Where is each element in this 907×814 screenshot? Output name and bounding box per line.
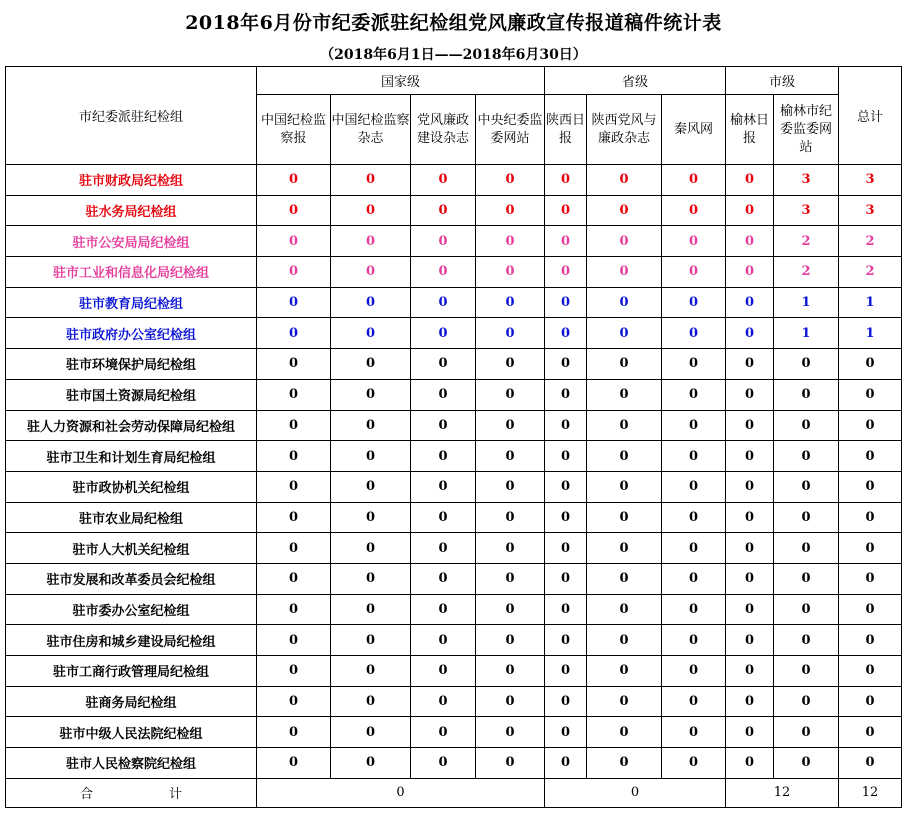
table-cell: 0 [662,686,726,717]
column-header: 榆林市纪委监委网站 [774,95,839,165]
table-cell: 0 [726,257,774,288]
row-total: 2 [839,257,902,288]
table-cell: 0 [476,257,545,288]
table-cell: 0 [587,471,662,502]
table-cell: 0 [662,318,726,349]
table-cell: 0 [476,195,545,226]
table-cell: 0 [411,257,476,288]
summary-label-left: 合 [79,787,93,803]
table-cell: 0 [411,533,476,564]
table-cell: 0 [587,287,662,318]
table-cell: 2 [774,226,839,257]
table-body [6,165,902,779]
table-cell: 0 [545,287,587,318]
table-cell: 0 [476,594,545,625]
table-cell: 0 [411,379,476,410]
row-total: 0 [839,625,902,656]
row-total: 0 [839,410,902,441]
table-cell: 0 [257,257,331,288]
table-cell: 0 [257,686,331,717]
table-cell: 0 [476,625,545,656]
column-header: 榆林日报 [726,95,774,165]
row-name: 驻市发展和改革委员会纪检组 [6,563,257,594]
table-cell: 0 [726,533,774,564]
table-cell: 0 [257,563,331,594]
row-total: 0 [839,533,902,564]
table-cell: 0 [476,533,545,564]
table-cell: 0 [587,441,662,472]
table-row [6,441,902,472]
table-cell: 0 [257,625,331,656]
table-cell: 0 [587,318,662,349]
row-total: 3 [839,195,902,226]
table-cell: 0 [726,195,774,226]
table-row [6,410,902,441]
table-cell: 0 [476,441,545,472]
table-cell: 0 [331,379,411,410]
table-cell: 0 [662,748,726,779]
row-total: 0 [839,441,902,472]
summary-row [6,778,902,807]
table-cell: 0 [774,594,839,625]
table-cell: 0 [331,349,411,380]
row-name: 驻市财政局纪检组 [6,165,257,196]
column-header: 中央纪委监委网站 [476,95,545,165]
table-cell: 0 [476,471,545,502]
table-cell: 0 [545,748,587,779]
table-cell: 0 [545,441,587,472]
table-cell: 0 [587,195,662,226]
table-cell: 0 [726,410,774,441]
table-cell: 0 [545,625,587,656]
summary-total: 12 [839,778,902,807]
row-name: 驻市委办公室纪检组 [6,594,257,625]
table-cell: 0 [257,410,331,441]
row-name: 驻水务局纪检组 [6,195,257,226]
table-cell: 0 [545,195,587,226]
table-cell: 0 [662,410,726,441]
table-cell: 0 [662,195,726,226]
table-cell: 1 [774,287,839,318]
table-cell: 0 [545,410,587,441]
table-cell: 0 [726,226,774,257]
table-cell: 0 [774,656,839,687]
table-cell: 0 [476,502,545,533]
table-cell: 0 [662,165,726,196]
total-header: 总计 [839,67,902,165]
table-cell: 0 [257,226,331,257]
table-cell: 0 [257,502,331,533]
table-row [6,379,902,410]
table-cell: 0 [774,410,839,441]
row-name: 驻人力资源和社会劳动保障局纪检组 [6,410,257,441]
row-name: 驻市中级人民法院纪检组 [6,717,257,748]
table-cell: 0 [545,533,587,564]
table-row [6,594,902,625]
table-cell: 0 [587,563,662,594]
table-cell: 0 [587,686,662,717]
table-cell: 0 [411,717,476,748]
table-cell: 0 [774,471,839,502]
table-cell: 0 [587,226,662,257]
column-header: 秦风网 [662,95,726,165]
table-cell: 0 [774,717,839,748]
table-cell: 0 [257,287,331,318]
table-cell: 0 [257,349,331,380]
row-total: 0 [839,748,902,779]
row-name: 驻市工业和信息化局纪检组 [6,257,257,288]
table-cell: 0 [331,748,411,779]
table-row [6,656,902,687]
page-title: 2018年6月份市纪委派驻纪检组党风廉政宣传报道稿件统计表 [185,12,722,34]
table-cell: 0 [476,410,545,441]
row-total: 0 [839,349,902,380]
row-name: 驻商务局纪检组 [6,686,257,717]
table-cell: 0 [587,594,662,625]
row-name: 驻市住房和城乡建设局纪检组 [6,625,257,656]
table-cell: 0 [662,656,726,687]
table-row [6,686,902,717]
row-name: 驻市政府办公室纪检组 [6,318,257,349]
row-name: 驻市卫生和计划生育局纪检组 [6,441,257,472]
table-cell: 0 [587,502,662,533]
table-row [6,563,902,594]
table-cell: 0 [411,287,476,318]
table-cell: 0 [257,379,331,410]
table-cell: 0 [476,349,545,380]
table-cell: 0 [662,594,726,625]
table-cell: 0 [476,656,545,687]
table-cell: 0 [411,625,476,656]
table-cell: 0 [726,287,774,318]
table-cell: 0 [545,257,587,288]
summary-city: 12 [726,778,839,807]
table-cell: 0 [726,441,774,472]
table-cell: 0 [662,563,726,594]
table-cell: 3 [774,195,839,226]
table-cell: 0 [411,656,476,687]
table-cell: 0 [774,563,839,594]
table-cell: 0 [545,226,587,257]
table-cell: 0 [331,563,411,594]
column-header: 陕西日报 [545,95,587,165]
table-cell: 0 [545,165,587,196]
row-name: 驻市人民检察院纪检组 [6,748,257,779]
row-total: 0 [839,594,902,625]
table-cell: 0 [257,195,331,226]
table-cell: 0 [774,349,839,380]
table-cell: 0 [411,594,476,625]
row-name: 驻市国土资源局纪检组 [6,379,257,410]
table-cell: 0 [411,410,476,441]
table-cell: 0 [662,471,726,502]
table-cell: 0 [411,502,476,533]
column-header: 陕西党风与廉政杂志 [587,95,662,165]
table-cell: 0 [726,686,774,717]
row-name: 驻市环境保护局纪检组 [6,349,257,380]
table-cell: 0 [587,257,662,288]
table-cell: 0 [257,748,331,779]
table-cell: 0 [331,471,411,502]
row-name: 驻市农业局纪检组 [6,502,257,533]
table-row [6,257,902,288]
table-cell: 0 [476,748,545,779]
table-cell: 0 [774,441,839,472]
table-cell: 0 [774,502,839,533]
table-row [6,625,902,656]
table-cell: 0 [774,533,839,564]
table-cell: 0 [257,594,331,625]
table-cell: 0 [331,533,411,564]
table-row [6,195,902,226]
table-row [6,287,902,318]
table-cell: 0 [411,686,476,717]
table-cell: 0 [257,165,331,196]
summary-label [6,778,257,807]
table-cell: 0 [726,471,774,502]
table-cell: 0 [726,594,774,625]
row-total: 0 [839,717,902,748]
table-cell: 0 [331,625,411,656]
table-cell: 0 [331,502,411,533]
table-cell: 0 [726,349,774,380]
table-cell: 0 [331,441,411,472]
table-cell: 0 [587,410,662,441]
table-cell: 0 [257,533,331,564]
table-cell: 0 [411,318,476,349]
table-cell: 0 [331,717,411,748]
table-cell: 0 [587,349,662,380]
table-cell: 0 [662,441,726,472]
statistics-table [5,66,902,808]
table-cell: 0 [662,287,726,318]
table-cell: 0 [476,318,545,349]
table-row [6,226,902,257]
table-row [6,502,902,533]
row-total: 0 [839,656,902,687]
date-range-subtitle: （2018年6月1日——2018年6月30日） [320,47,587,63]
table-cell: 0 [726,625,774,656]
national-group-header: 国家级 [257,67,545,95]
table-cell: 0 [257,717,331,748]
table-cell: 0 [545,563,587,594]
city-group-header: 市级 [726,67,839,95]
row-total: 0 [839,471,902,502]
table-cell: 0 [476,379,545,410]
row-total: 3 [839,165,902,196]
table-cell: 0 [587,625,662,656]
table-cell: 0 [411,195,476,226]
row-total: 1 [839,318,902,349]
table-cell: 0 [476,563,545,594]
table-cell: 0 [257,471,331,502]
table-row [6,471,902,502]
table-cell: 0 [587,656,662,687]
table-cell: 0 [545,318,587,349]
table-row [6,318,902,349]
table-cell: 0 [411,563,476,594]
table-cell: 0 [774,379,839,410]
row-name: 驻市人大机关纪检组 [6,533,257,564]
table-cell: 0 [476,686,545,717]
table-cell: 0 [662,625,726,656]
table-cell: 0 [476,717,545,748]
table-cell: 0 [331,410,411,441]
table-cell: 0 [545,594,587,625]
row-total: 0 [839,686,902,717]
table-cell: 0 [726,379,774,410]
table-cell: 0 [476,226,545,257]
table-cell: 0 [774,625,839,656]
table-cell: 0 [411,349,476,380]
table-cell: 0 [726,502,774,533]
table-cell: 0 [726,563,774,594]
table-cell: 0 [545,717,587,748]
table-cell: 0 [331,257,411,288]
table-cell: 0 [662,717,726,748]
row-name: 驻市教育局纪检组 [6,287,257,318]
table-cell: 0 [587,533,662,564]
provincial-group-header: 省级 [545,67,726,95]
table-cell: 0 [726,165,774,196]
column-header: 党风廉政建设杂志 [411,95,476,165]
table-cell: 0 [726,748,774,779]
table-cell: 0 [411,226,476,257]
table-cell: 0 [545,656,587,687]
table-cell: 0 [257,318,331,349]
row-total: 0 [839,502,902,533]
table-cell: 0 [411,748,476,779]
table-cell: 0 [476,165,545,196]
table-cell: 0 [545,502,587,533]
table-cell: 0 [331,165,411,196]
table-cell: 0 [331,318,411,349]
table-cell: 0 [662,226,726,257]
table-cell: 0 [587,379,662,410]
row-total: 0 [839,379,902,410]
table-cell: 0 [331,195,411,226]
table-cell: 0 [257,656,331,687]
table-cell: 0 [662,379,726,410]
table-cell: 0 [331,686,411,717]
table-row [6,748,902,779]
table-cell: 0 [726,656,774,687]
table-cell: 0 [331,226,411,257]
table-header [6,67,902,165]
table-cell: 0 [587,717,662,748]
table-cell: 0 [545,471,587,502]
table-cell: 0 [726,318,774,349]
table-cell: 0 [331,287,411,318]
table-cell: 0 [662,257,726,288]
row-name: 驻市工商行政管理局纪检组 [6,656,257,687]
table-cell: 0 [257,441,331,472]
table-row [6,533,902,564]
table-cell: 0 [774,686,839,717]
table-cell: 0 [411,441,476,472]
row-name: 驻市公安局局纪检组 [6,226,257,257]
table-cell: 0 [726,717,774,748]
table-cell: 0 [662,349,726,380]
table-cell: 0 [411,471,476,502]
table-cell: 0 [662,533,726,564]
column-header: 中国纪检监察杂志 [331,95,411,165]
row-total: 0 [839,563,902,594]
table-cell: 0 [545,349,587,380]
row-name: 驻市政协机关纪检组 [6,471,257,502]
table-cell: 0 [587,165,662,196]
table-cell: 0 [411,165,476,196]
table-cell: 0 [476,287,545,318]
row-total: 1 [839,287,902,318]
table-row [6,165,902,196]
table-cell: 1 [774,318,839,349]
row-label-header: 市纪委派驻纪检组 [6,67,257,165]
table-row [6,717,902,748]
table-cell: 0 [331,594,411,625]
table-cell: 0 [662,502,726,533]
table-cell: 0 [545,379,587,410]
table-cell: 0 [545,686,587,717]
table-cell: 0 [331,656,411,687]
column-header: 中国纪检监察报 [257,95,331,165]
table-row [6,349,902,380]
table-cell: 0 [774,748,839,779]
table-cell: 3 [774,165,839,196]
table-cell: 2 [774,257,839,288]
row-total: 2 [839,226,902,257]
summary-national: 0 [257,778,545,807]
table-cell: 0 [587,748,662,779]
summary-label-right: 计 [169,787,183,803]
summary-provincial: 0 [545,778,726,807]
